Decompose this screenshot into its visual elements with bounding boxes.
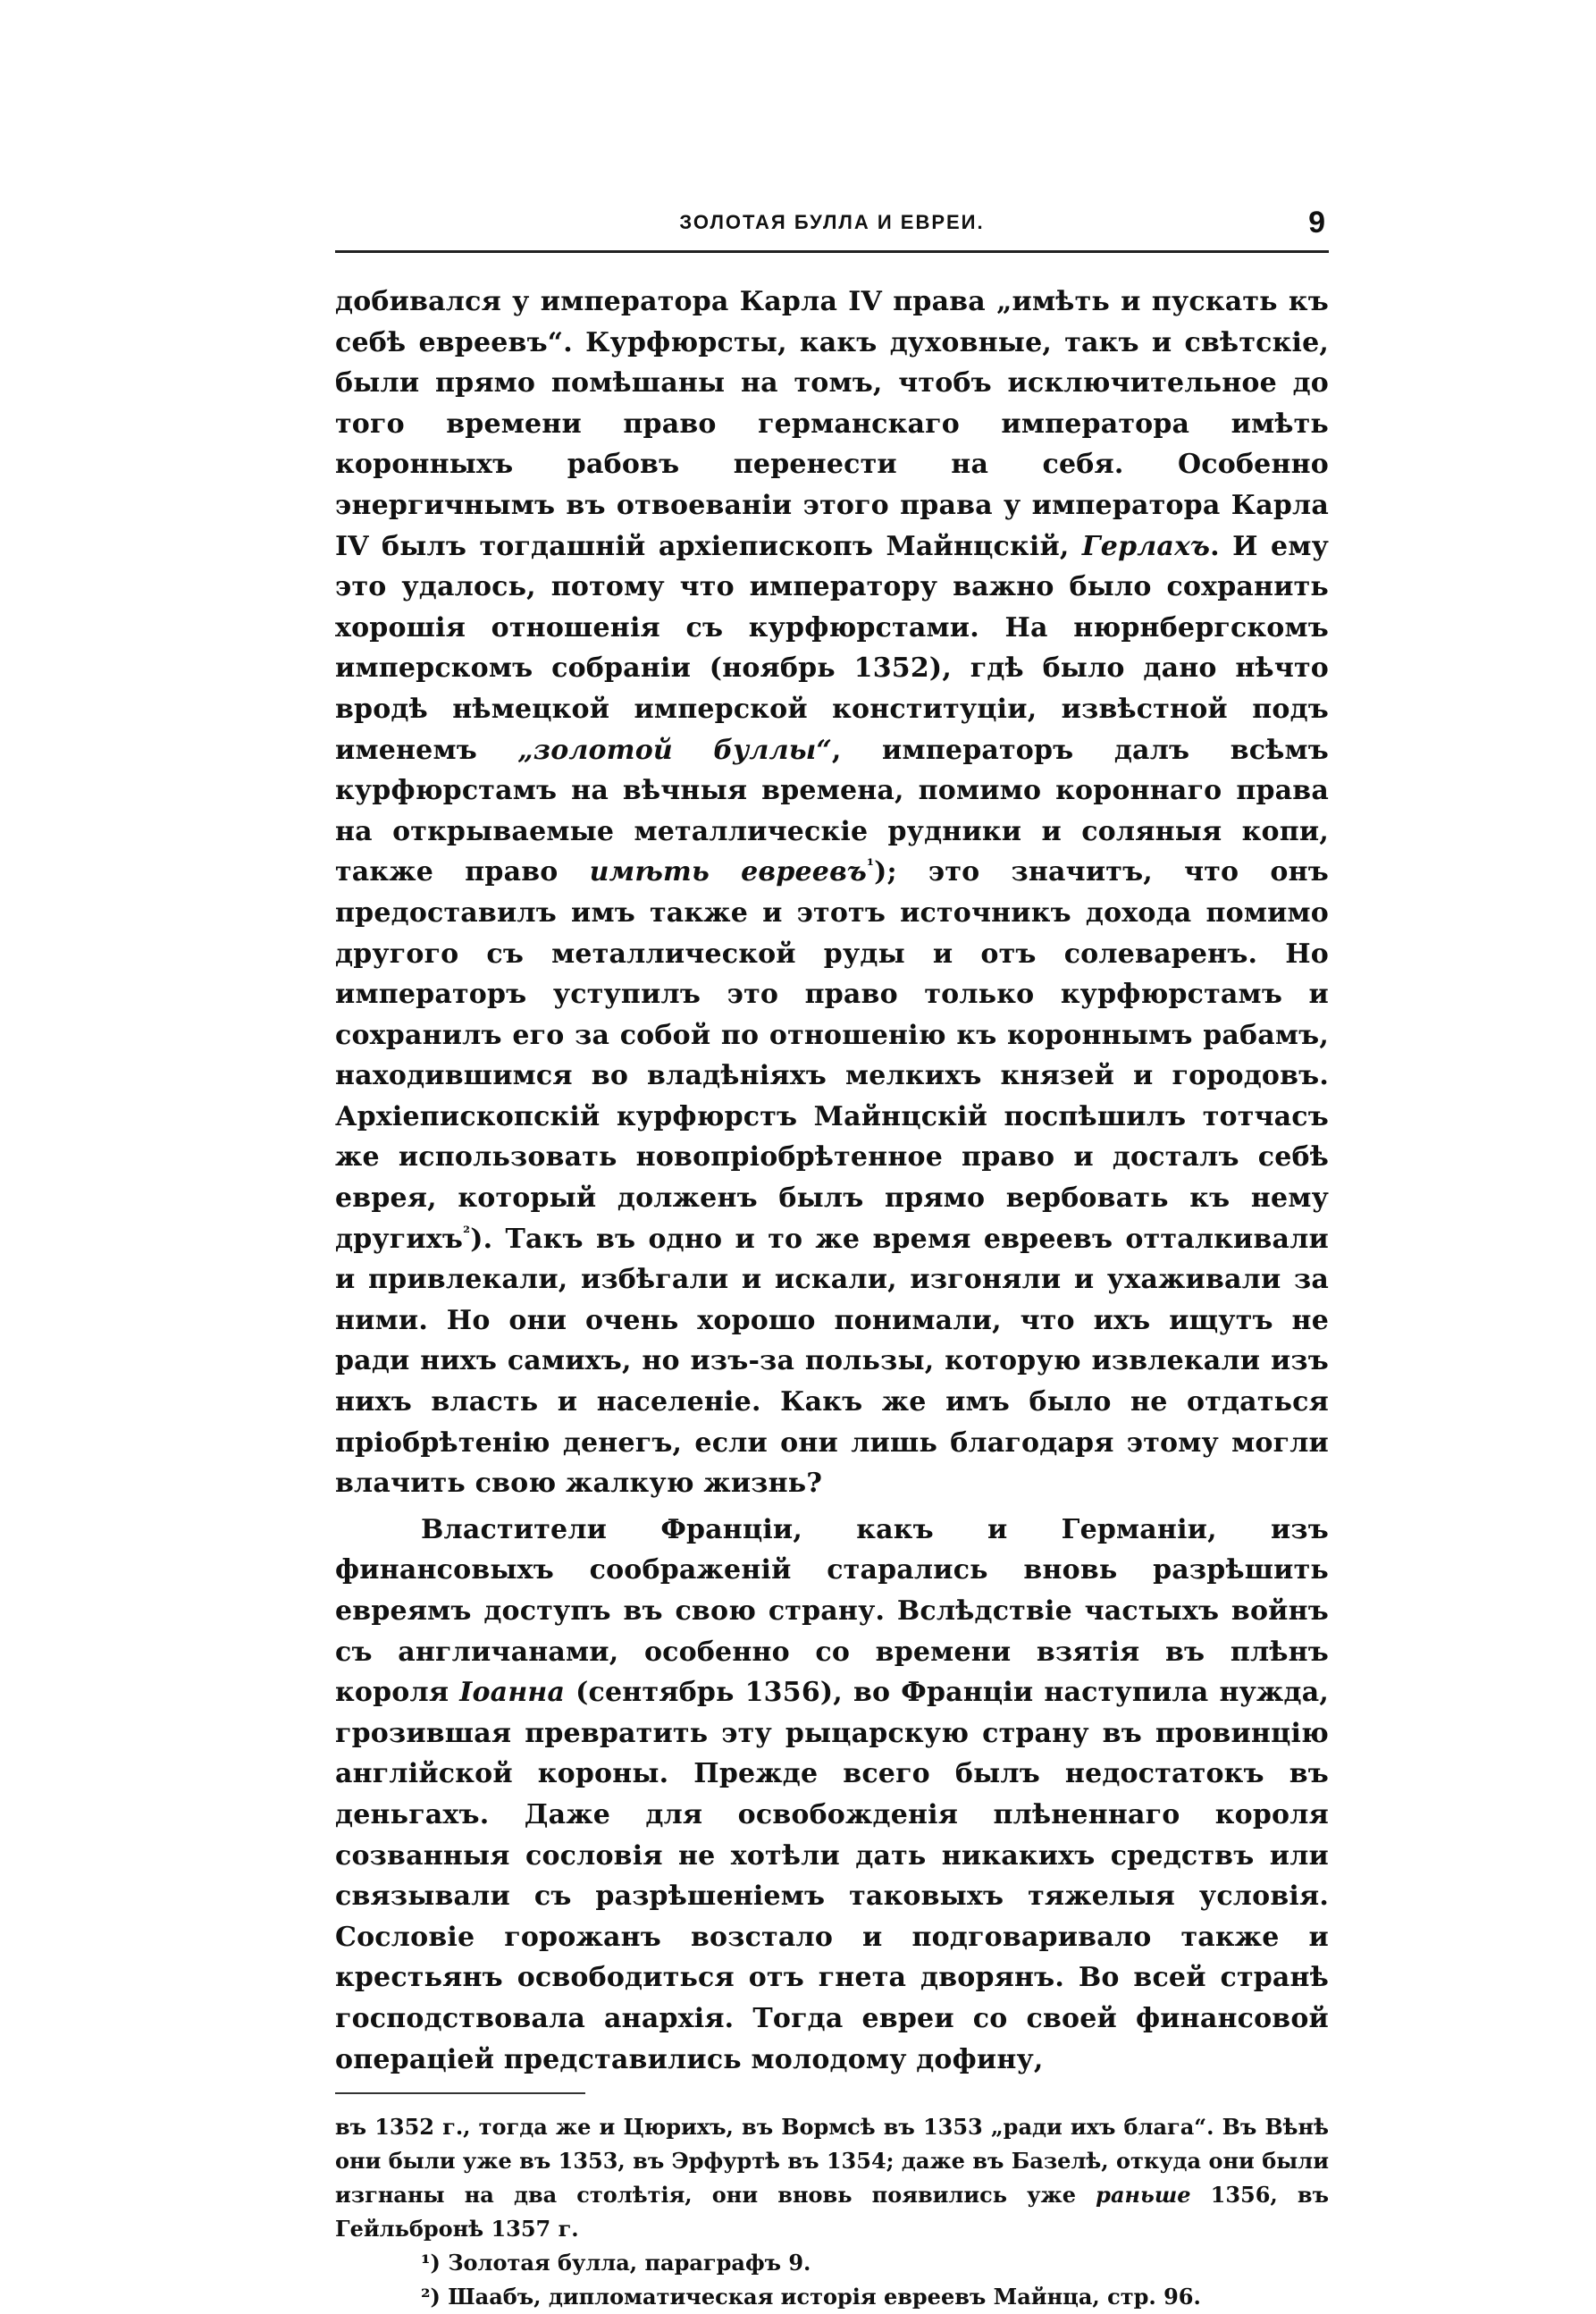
page-number: 9 bbox=[1308, 206, 1325, 240]
footnote-1: ¹) Золотая булла, параграфъ 9. bbox=[421, 2250, 811, 2276]
footnote-continuation-a: въ 1352 г., тогда же и Цюрихъ, въ Вормсѣ въ 1353 „ради ихъ блага“. Въ Вѣнѣ они были уже въ 1353, въ Эрфуртѣ въ 1354; даже въ Базелѣ, откуда они были изгнаны на два столѣтія, они вновь появились уже bbox=[335, 2114, 1329, 2209]
header-rule bbox=[335, 250, 1329, 253]
footnote-ref-2: ² bbox=[463, 1223, 471, 1242]
paragraph-1-text-c: . И ему это удалось, потому что императору важно было сохранить хорошія отношенія съ курфюрстами. На нюрнбергскомъ имперскомъ собраніи (ноябрь 1352), гдѣ было дано нѣчто вродѣ нѣмецкой имперской конституціи, извѣстной подъ именемъ bbox=[335, 530, 1329, 766]
footnote-2: ²) Шаабъ, дипломатическая исторія евреевъ Майнца, стр. 96. bbox=[421, 2284, 1201, 2310]
italic-name-gerlach: Герлахъ bbox=[1081, 530, 1211, 562]
paragraph-2-text-a: Властители Франціи, какъ и Германіи, изъ финансовыхъ соображеній старались вновь разрѣшить евреямъ доступъ въ свою страну. Вслѣдствіе частыхъ войнъ съ англичанами, особенно со времени взятія въ плѣнъ короля bbox=[335, 1513, 1329, 1709]
paragraph-1-text-j: ). Такъ въ одно и то же время евреевъ отталкивали и привлекали, избѣгали и искали, изгоняли и ухаживали за ними. Но они очень хорошо понимали, что ихъ ищутъ не ради нихъ самихъ, но изъ-за пользы, которую извлекали изъ нихъ власть и населеніе. Какъ же имъ было не отдаться пріобрѣтенію денегъ, если они лишь благодаря этому могли влачить свою жалкую жизнь? bbox=[335, 1223, 1329, 1500]
book-page bbox=[335, 207, 1329, 2314]
footnote-rule bbox=[335, 2092, 585, 2094]
italic-name-ioann: Іоанна bbox=[459, 1677, 566, 1709]
footnote-continuation bbox=[335, 2110, 1329, 2246]
paragraph-1-text-a: добивался у императора Карла IV права „имѣть и пускать къ себѣ евреевъ“. Курфюрсты, какъ духовные, такъ и свѣтскіе, были прямо помѣшаны на томъ, чтобъ исключительное до того времени право германскаго императора имѣть коронныхъ рабовъ перенести на себя. Особенно энергичнымъ въ отвоеваніи этого права у императора Карла IV былъ тогдашній архіепископъ Майнцскій, bbox=[335, 286, 1329, 562]
italic-golden-bull: „золотой буллы“ bbox=[517, 734, 832, 766]
body-text bbox=[335, 282, 1329, 2080]
paragraph-2-text-c: (сентябрь 1356), во Франціи наступила нужда, грозившая превратить эту рыцарскую страну въ провинцію англійской короны. Прежде всего былъ недостатокъ въ деньгахъ. Даже для освобожденія плѣненнаго короля созванныя сословія не хотѣли дать никакихъ средствъ или связывали съ разрѣшеніемъ таковыхъ тяжелыя условія. Сословіе горожанъ возстало и подговаривало также и крестьянъ освободиться отъ гнета дворянъ. Во всей странѣ господствовала анархія. Тогда евреи со своей финансовой операціей представились молодому дофину, bbox=[335, 1677, 1330, 2075]
footnote-continuation-c: 1356, въ Гейльбронѣ 1357 г. bbox=[335, 2182, 1329, 2242]
paragraph-1-text-h: ); это значитъ, что онъ предоставилъ имъ также и этотъ источникъ дохода помимо другого съ металлической руды и отъ солеваренъ. Но императоръ уступилъ это право только курфюрстамъ и сохранилъ его за собой по отношенію къ короннымъ рабамъ, находившимся во владѣніяхъ мелкихъ князей и городовъ. Архіепископскій курфюрстъ Майнцскій поспѣшилъ тотчасъ же использовать новопріобрѣтенное право и досталъ себѣ еврея, который долженъ былъ прямо вербовать къ нему другихъ bbox=[335, 856, 1329, 1255]
running-title: ЗОЛОТАЯ БУЛЛА И ЕВРЕИ. bbox=[679, 211, 985, 233]
paragraph-1-text-e: , императоръ далъ всѣмъ курфюрстамъ на вѣчныя времена, помимо короннаго права на открываемые металлическіе рудники и соляныя копи, также право bbox=[335, 734, 1329, 888]
paragraph-2 bbox=[335, 1510, 1329, 2080]
paragraph-1 bbox=[335, 282, 1329, 1504]
italic-have-jews: имѣть евреевъ bbox=[589, 856, 867, 888]
footnote-continuation-italic: раньше bbox=[1096, 2182, 1191, 2209]
footnote-ref-1: ¹ bbox=[867, 856, 875, 876]
page-header bbox=[335, 207, 1329, 247]
footnotes bbox=[335, 2110, 1329, 2314]
